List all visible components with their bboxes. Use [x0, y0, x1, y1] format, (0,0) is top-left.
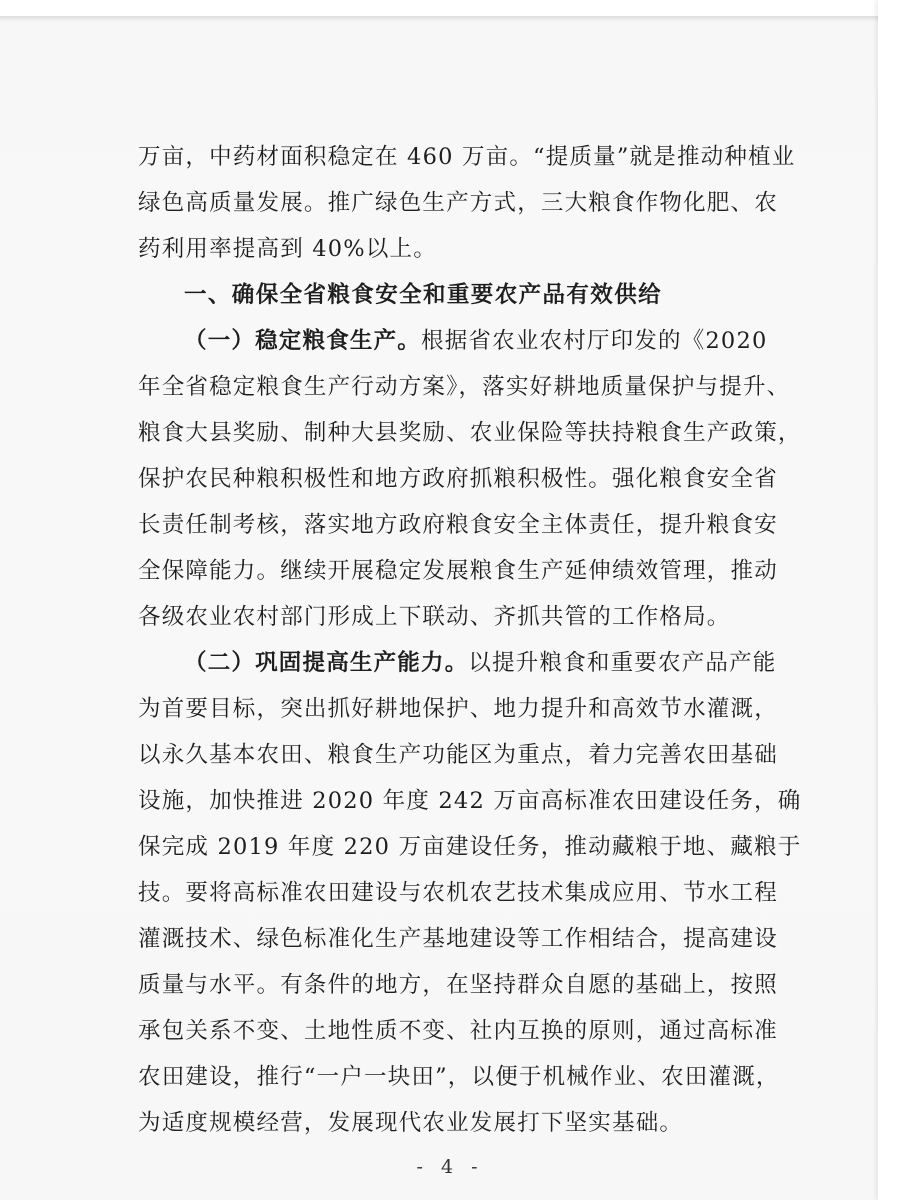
text-line: 保护农民种粮积极性和地方政府抓粮积极性。强化粮食安全省	[138, 466, 778, 492]
text-line	[138, 318, 768, 364]
text-line: 灌溉技术、绿色标准化生产基地建设等工作相结合，提高建设	[138, 926, 778, 952]
section-heading: 一、确保全省粮食安全和重要农产品有效供给	[184, 282, 663, 308]
paragraph-stabilize-grain	[138, 318, 802, 640]
text-line: 为首要目标，突出抓好耕地保护、地力提升和高效节水灌溉，	[138, 696, 778, 722]
subsection-title: （一）稳定粮食生产。	[184, 328, 422, 354]
text-line: 以永久基本农田、粮食生产功能区为重点，着力完善农田基础	[138, 742, 778, 768]
text-line: 万亩，中药材面积稳定在 460 万亩。“提质量”就是推动种植业	[138, 144, 796, 170]
scan-top-margin	[0, 0, 900, 16]
text-line: 各级农业农村部门形成上下联动、齐抓共管的工作格局。	[138, 604, 731, 630]
text-line	[138, 640, 777, 686]
text-line: 粮食大县奖励、制种大县奖励、农业保险等扶持粮食生产政策，	[138, 420, 802, 446]
text-line: 绿色高质量发展。推广绿色生产方式，三大粮食作物化肥、农	[138, 190, 778, 216]
paragraph-production-capacity	[138, 640, 802, 1146]
paragraph-intro	[138, 134, 796, 272]
text-line: 设施，加快推进 2020 年度 242 万亩高标准农田建设任务，确	[138, 788, 802, 814]
text-span: 以提升粮食和重要农产品产能	[468, 650, 777, 676]
text-line: 技。要将高标准农田建设与农机农艺技术集成应用、节水工程	[138, 880, 778, 906]
text-line: 全保障能力。继续开展稳定发展粮食生产延伸绩效管理，推动	[138, 558, 778, 584]
text-line: 药利用率提高到 40%以上。	[138, 236, 437, 262]
page-number: - 4 -	[416, 1156, 484, 1178]
text-line: 农田建设，推行“一户一块田”，以便于机械作业、农田灌溉，	[138, 1064, 780, 1090]
text-line: 为适度规模经营，发展现代农业发展打下坚实基础。	[138, 1110, 684, 1136]
text-line: 承包关系不变、土地性质不变、社内互换的原则，通过高标准	[138, 1018, 778, 1044]
scan-right-margin	[878, 0, 900, 1200]
text-line: 保完成 2019 年度 220 万亩建设任务，推动藏粮于地、藏粮于	[138, 834, 802, 860]
text-line: 质量与水平。有条件的地方，在坚持群众自愿的基础上，按照	[138, 972, 778, 998]
scan-top-shadow	[0, 16, 900, 22]
text-line: 年全省稳定粮食生产行动方案》，落实好耕地质量保护与提升、	[138, 374, 791, 400]
document-body	[138, 134, 802, 1146]
text-span: 根据省农业农村厅印发的《2020	[421, 328, 768, 354]
text-line: 长责任制考核，落实地方政府粮食安全主体责任，提升粮食安	[138, 512, 778, 538]
subsection-title: （二）巩固提高生产能力。	[184, 650, 469, 676]
